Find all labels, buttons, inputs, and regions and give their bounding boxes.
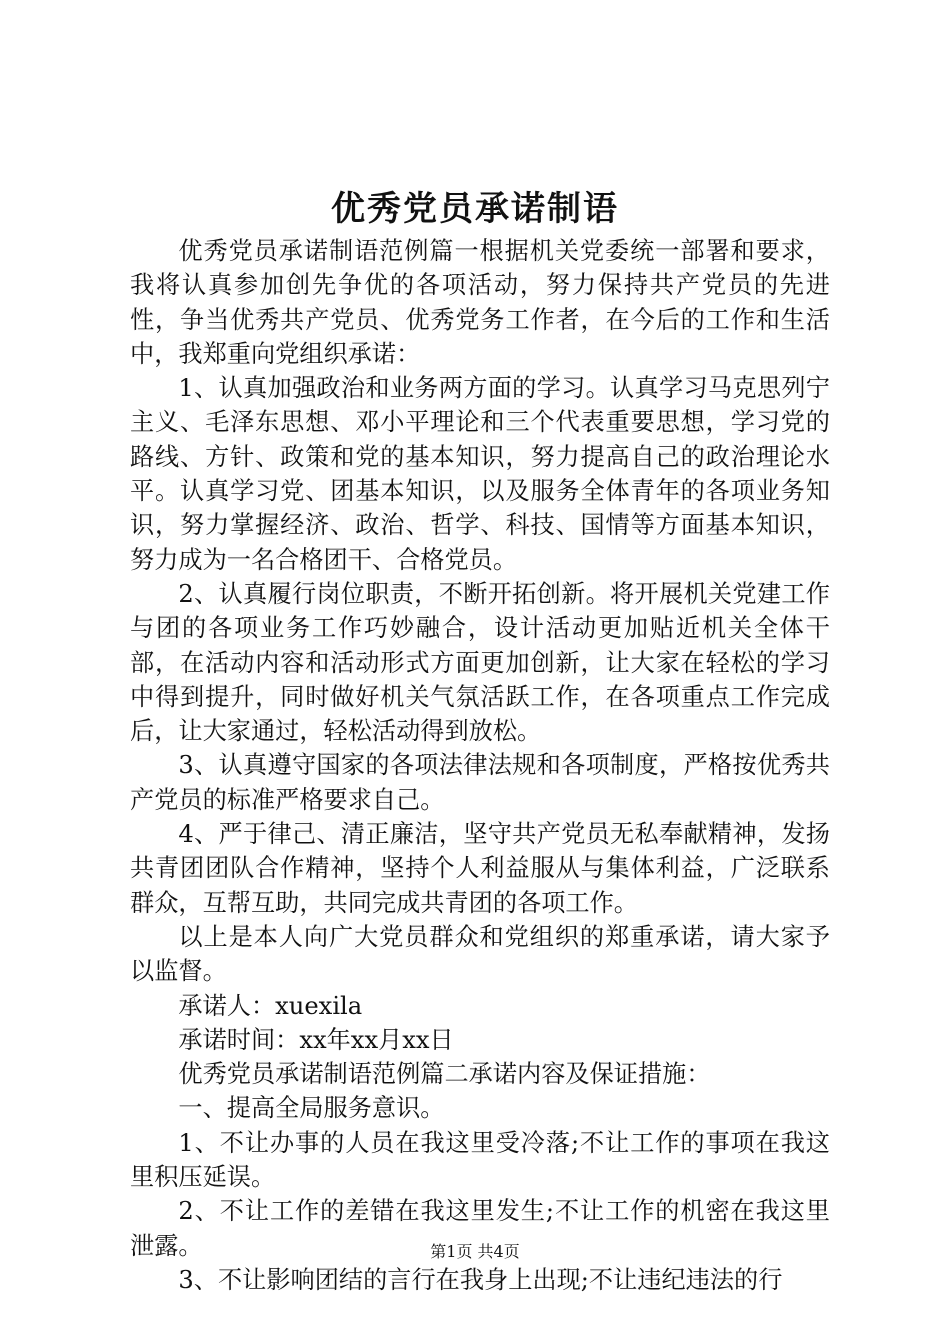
page-footer: 第1页 共4页 — [430, 1242, 520, 1261]
document-body — [130, 234, 830, 1297]
paragraph: 2、认真履行岗位职责，不断开拓创新。将开展机关党建工作与团的各项业务工作巧妙融合，设计活动更加贴近机关全体干部，在活动内容和活动形式方面更加创新，让大家在轻松的学习中得到提升，同时做好机关气氛活跃工作，在各项重点工作完成后，让大家通过，轻松活动得到放松。 — [130, 579, 830, 746]
document-title: 优秀党员承诺制语 — [331, 189, 619, 229]
paragraph: 4、严于律己、清正廉洁，坚守共产党员无私奉献精神，发扬共青团团队合作精神，坚持个人利益服从与集体利益，广泛联系群众，互帮互助，共同完成共青团的各项工作。 — [130, 820, 830, 917]
paragraph: 1、认真加强政治和业务两方面的学习。认真学习马克思列宁主义、毛泽东思想、邓小平理论和三个代表重要思想，学习党的路线、方针、政策和党的基本知识，努力提高自己的政治理论水平。认真学习党、团基本知识，以及服务全体青年的各项业务知识，努力掌握经济、政治、哲学、科技、国情等方面基本知识，努力成为一名合格团干、合格党员。 — [130, 374, 830, 574]
paragraph: 优秀党员承诺制语范例篇二承诺内容及保证措施： — [178, 1060, 711, 1089]
paragraph: 3、认真遵守国家的各项法律法规和各项制度，严格按优秀共产党员的标准严格要求自己。 — [130, 751, 830, 814]
paragraph: 2、不让工作的差错在我这里发生;不让工作的机密在我这里泄露。 — [130, 1197, 830, 1260]
paragraph: 以上是本人向广大党员群众和党组织的郑重承诺，请大家予以监督。 — [130, 922, 830, 986]
paragraph: 优秀党员承诺制语范例篇一根据机关党委统一部署和要求，我将认真参加创先争优的各项活动，努力保持共产党员的先进性，争当优秀共产党员、优秀党务工作者，在今后的工作和生活中，我郑重向党组织承诺： — [130, 237, 830, 368]
paragraph: 承诺时间：xx年xx月xx日 — [178, 1025, 454, 1054]
paragraph: 3、不让影响团结的言行在我身上出现;不让违纪违法的行 — [178, 1265, 783, 1294]
paragraph: 1、不让办事的人员在我这里受冷落;不让工作的事项在我这里积压延误。 — [130, 1128, 830, 1192]
paragraph: 承诺人：xuexila — [178, 991, 363, 1020]
paragraph: 一、提高全局服务意识。 — [178, 1094, 445, 1123]
